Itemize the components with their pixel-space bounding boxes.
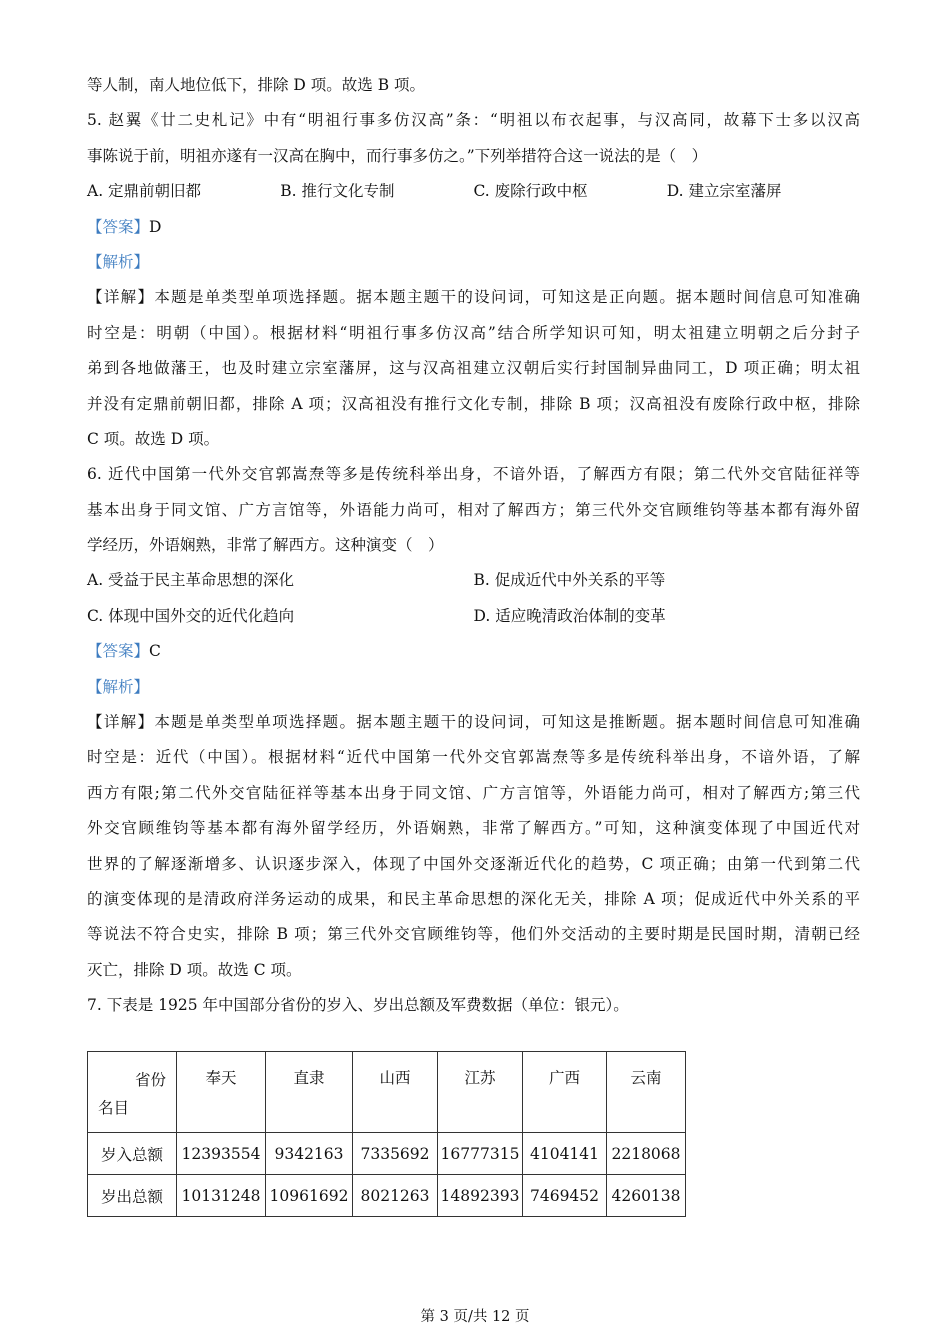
q5-option-d: D. 建立宗室藩屏 bbox=[666, 182, 782, 201]
table-cell: 8021263 bbox=[353, 1175, 438, 1217]
q6-options bbox=[87, 563, 860, 598]
q5-option-a: A. 定鼎前朝旧都 bbox=[87, 182, 202, 201]
q6-detail-line: 的演变体现的是清政府洋务运动的成果，和民主革命思想的深化无关，排除 A 项；促成近代中外关系的平 bbox=[87, 889, 860, 908]
table-cell: 4260138 bbox=[607, 1175, 686, 1217]
q6-options bbox=[87, 599, 860, 634]
q6-stem-line: 6. 近代中国第一代外交官郭嵩焘等多是传统科举出身，不谙外语，了解西方有限；第二代外交官陆征祥等 bbox=[87, 465, 860, 484]
column-header: 云南 bbox=[607, 1052, 686, 1133]
table-cell: 16777315 bbox=[438, 1133, 523, 1175]
answer-value: C bbox=[149, 642, 161, 661]
question-6 bbox=[87, 457, 860, 988]
table-cell: 10131248 bbox=[177, 1175, 266, 1217]
q6-option-a: A. 受益于民主革命思想的深化 bbox=[87, 571, 295, 590]
table-row bbox=[88, 1175, 686, 1217]
table-cell: 9342163 bbox=[266, 1133, 353, 1175]
q4-tail: 等人制，南人地位低下，排除 D 项。故选 B 项。 bbox=[87, 76, 426, 94]
table-cell: 4104141 bbox=[523, 1133, 607, 1175]
q5-option-b: B. 推行文化专制 bbox=[280, 182, 395, 201]
q6-detail-line: 西方有限;第二代外交官陆征祥等基本出身于同文馆、广方言馆等，外语能力尚可，相对了解西方;第三代 bbox=[87, 783, 860, 802]
question-5 bbox=[87, 103, 860, 457]
q5-stem-line: 事陈说于前，明祖亦遂有一汉高在胸中，而行事多仿之。”下列举措符合这一说法的是（ ） bbox=[87, 146, 708, 165]
q6-answer bbox=[87, 634, 860, 669]
answer-label: 【答案】 bbox=[87, 642, 150, 661]
row-label: 岁入总额 bbox=[88, 1133, 177, 1175]
table-corner-cell bbox=[88, 1052, 177, 1133]
q6-stem-line: 基本出身于同文馆、广方言馆等，外语能力尚可，相对了解西方；第三代外交官顾维钧等基本都有海外留 bbox=[87, 500, 860, 519]
q5-stem-line: 5. 赵翼《廿二史札记》中有“明祖行事多仿汉高”条：“明祖以布衣起事，与汉高同，故幕下士多以汉高 bbox=[87, 111, 860, 130]
q5-detail-line: C 项。故选 D 项。 bbox=[87, 429, 220, 448]
q6-option-b: B. 促成近代中外关系的平等 bbox=[473, 571, 666, 590]
answer-value: D bbox=[149, 217, 162, 236]
q6-option-d: D. 适应晚清政治体制的变革 bbox=[473, 606, 666, 625]
table-cell: 2218068 bbox=[607, 1133, 686, 1175]
q5-option-c: C. 废除行政中枢 bbox=[473, 182, 588, 201]
q5-answer bbox=[87, 210, 860, 245]
q6-detail-line: 【详解】本题是单类型单项选择题。据本题主题干的设问词，可知这是推断题。据本题时间信息可知准确 bbox=[87, 713, 860, 732]
q5-options bbox=[87, 174, 860, 209]
q5-detail-line: 弟到各地做藩王，也及时建立宗室藩屏，这与汉高祖建立汉朝后实行封国制异曲同工，D 项正确；明太祖 bbox=[87, 359, 860, 378]
column-header: 山西 bbox=[353, 1052, 438, 1133]
q7-stem: 7. 下表是 1925 年中国部分省份的岁入、岁出总额及军费数据（单位：银元）。 bbox=[87, 996, 629, 1015]
q6-detail-line: 等说法不符合史实，排除 B 项；第三代外交官顾维钧等，他们外交活动的主要时期是民国时期，清朝已经 bbox=[87, 925, 860, 944]
q5-detail-line: 并没有定鼎前朝旧都，排除 A 项；汉高祖没有推行文化专制，排除 B 项；汉高祖没有废除行政中枢，排除 bbox=[87, 394, 860, 413]
column-header: 奉天 bbox=[177, 1052, 266, 1133]
table-cell: 7469452 bbox=[523, 1175, 607, 1217]
column-header: 直隶 bbox=[266, 1052, 353, 1133]
q5-detail-line: 【详解】本题是单类型单项选择题。据本题主题干的设问词，可知这是正向题。据本题时间信息可知准确 bbox=[87, 288, 860, 307]
table-cell: 12393554 bbox=[177, 1133, 266, 1175]
answer-label: 【答案】 bbox=[87, 217, 150, 236]
q5-analysis-label: 【解析】 bbox=[87, 252, 150, 271]
q6-detail-line: 时空是：近代（中国）。根据材料“近代中国第一代外交官郭嵩焘等多是传统科举出身，不谙外语，了解 bbox=[87, 748, 860, 767]
q6-option-c: C. 体现中国外交的近代化趋向 bbox=[87, 606, 295, 625]
corner-top: 省份 bbox=[134, 1071, 166, 1089]
finance-table bbox=[87, 1051, 686, 1217]
column-header: 江苏 bbox=[438, 1052, 523, 1133]
table-cell: 10961692 bbox=[266, 1175, 353, 1217]
q6-stem-line: 学经历，外语娴熟，非常了解西方。这种演变（ ） bbox=[87, 536, 444, 555]
q6-detail-line: 外交官顾维钧等基本都有海外留学经历，外语娴熟，非常了解西方。”可知，这种演变体现了中国近代对 bbox=[87, 819, 860, 838]
table-row bbox=[88, 1133, 686, 1175]
q6-detail-line: 世界的了解逐渐增多、认识逐步深入，体现了中国外交逐渐近代化的趋势，C 项正确；由第一代到第二代 bbox=[87, 854, 860, 873]
corner-bottom: 名目 bbox=[98, 1099, 130, 1117]
page-content bbox=[87, 68, 860, 1024]
q6-detail-line: 灭亡，排除 D 项。故选 C 项。 bbox=[87, 960, 302, 979]
table-header-row bbox=[88, 1052, 686, 1133]
q6-analysis-label: 【解析】 bbox=[87, 677, 150, 696]
q5-detail-line: 时空是：明朝（中国）。根据材料“明祖行事多仿汉高”结合所学知识可知，明太祖建立明朝之后分封子 bbox=[87, 323, 860, 342]
row-label: 岁出总额 bbox=[88, 1175, 177, 1217]
table-cell: 7335692 bbox=[353, 1133, 438, 1175]
page-footer: 第 3 页/共 12 页 bbox=[420, 1309, 530, 1325]
table-cell: 14892393 bbox=[438, 1175, 523, 1217]
column-header: 广西 bbox=[523, 1052, 607, 1133]
